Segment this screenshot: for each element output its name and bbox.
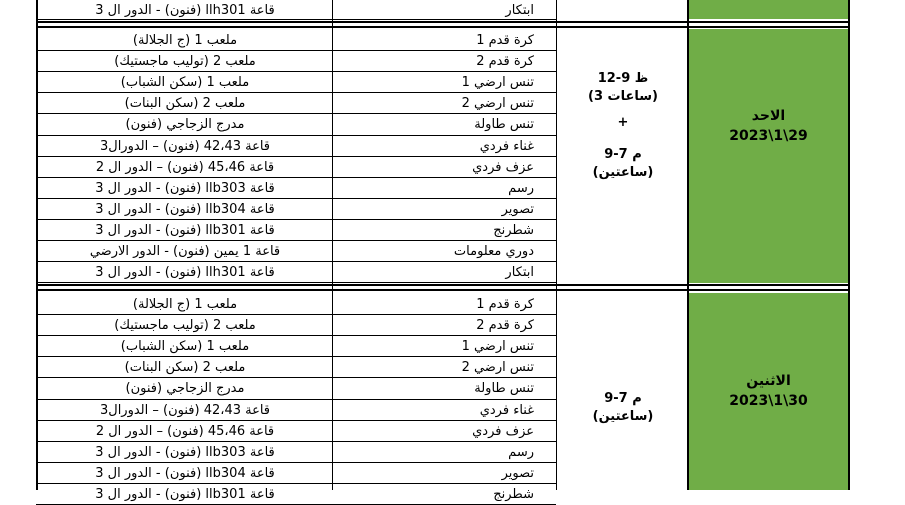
day-name: الاحد	[751, 108, 786, 124]
place-label: قاعة llh301 (فنون) - الدور ال 3	[95, 265, 275, 281]
place-cell: قاعة llh301 (فنون) - الدور ال 3	[95, 3, 275, 18]
activity-cell	[336, 484, 556, 505]
place-cell	[38, 294, 332, 315]
activity-cell	[336, 421, 556, 442]
activity-cell	[336, 294, 556, 315]
activity-cell	[336, 178, 556, 199]
activity-label: عزف فردي	[472, 159, 534, 175]
activity-label: تنس ارضي 2	[461, 96, 534, 112]
place-label: قاعة llb303 (فنون) - الدور ال 3	[95, 444, 275, 460]
activity-label: كرة قدم 1	[476, 297, 534, 312]
activity-label: شطرنج	[493, 222, 534, 238]
activity-cell	[336, 93, 556, 114]
place-cell	[38, 315, 332, 336]
place-label: قاعة 45،46 (فنون) – الدور ال 2	[95, 159, 275, 175]
place-cell	[38, 157, 332, 178]
time-line: +	[617, 115, 629, 130]
place-cell	[38, 72, 332, 93]
place-cell	[38, 262, 332, 283]
place-label: ملعب 2 (سكن البنات)	[124, 96, 246, 112]
place-cell	[38, 241, 332, 262]
activity-label: رسم	[508, 444, 534, 460]
place-label: ملعب 2 (سكن البنات)	[124, 360, 246, 376]
column-divider	[687, 0, 689, 490]
activity-label: تنس طاولة	[474, 381, 534, 397]
place-cell	[38, 136, 332, 157]
day-name: الاثنين	[746, 373, 791, 389]
activity-cell	[336, 357, 556, 378]
time-cell	[558, 390, 688, 426]
activity-cell	[336, 30, 556, 51]
place-cell	[38, 442, 332, 463]
place-label: قاعة llb301 (فنون) - الدور ال 3	[95, 486, 275, 502]
place-cell	[38, 93, 332, 114]
place-cell	[38, 114, 332, 135]
place-label: ملعب 1 (سكن الشباب)	[120, 75, 250, 91]
activity-label: تنس ارضي 1	[461, 339, 534, 355]
place-label: ملعب 2 (توليب ماجستيك)	[114, 54, 256, 70]
time-cell	[558, 70, 688, 182]
time-line: (3 ساعات)	[588, 89, 658, 104]
day-cell-bg	[689, 0, 848, 19]
activity-label: كرة قدم 1	[476, 33, 534, 48]
activity-cell	[336, 114, 556, 135]
activity-label: تصوير	[501, 201, 534, 217]
activity-label: عزف فردي	[472, 423, 534, 439]
activity-cell	[336, 72, 556, 93]
activity-label: تنس طاولة	[474, 117, 534, 133]
activity-label: كرة قدم 2	[476, 318, 534, 334]
place-label: قاعة 1 يمين (فنون) - الدور الارضي	[89, 244, 281, 259]
column-divider	[556, 0, 557, 490]
activity-cell	[336, 51, 556, 72]
activity-cell	[336, 378, 556, 399]
place-label: ملعب 1 (ج الجلالة)	[132, 33, 238, 48]
table-border	[848, 0, 850, 490]
activity-cell	[336, 336, 556, 357]
place-cell	[38, 30, 332, 51]
activity-label: كرة قدم 2	[476, 54, 534, 70]
column-divider	[332, 0, 333, 490]
place-cell	[38, 378, 332, 399]
time-line: 9-7 م	[604, 391, 642, 406]
place-label: قاعة llb303 (فنون) - الدور ال 3	[95, 180, 275, 196]
activity-label: تنس ارضي 1	[461, 75, 534, 91]
activity-label: غناء فردي	[479, 138, 534, 154]
time-line: 9-7 م	[604, 147, 642, 162]
activity-cell	[336, 136, 556, 157]
place-label: قاعة 45،46 (فنون) – الدور ال 2	[95, 423, 275, 439]
activity-cell	[336, 220, 556, 241]
place-label: قاعة 42،43 (فنون) – الدورال3	[99, 402, 271, 418]
place-cell	[38, 484, 332, 505]
activity-label: دوري معلومات	[453, 244, 534, 259]
row-divider	[36, 282, 556, 283]
table-border	[36, 0, 38, 490]
schedule-table	[36, 0, 850, 502]
place-label: قاعة llb304 (فنون) - الدور ال 3	[95, 201, 275, 217]
place-cell	[38, 336, 332, 357]
row-divider	[36, 19, 556, 20]
activity-cell: ابتكار	[505, 3, 534, 18]
activity-cell	[336, 315, 556, 336]
place-cell	[38, 51, 332, 72]
day-cell	[689, 371, 848, 411]
place-label: ملعب 1 (سكن الشباب)	[120, 339, 250, 355]
place-label: قاعة llb304 (فنون) - الدور ال 3	[95, 465, 275, 481]
activity-cell	[336, 241, 556, 262]
place-label: قاعة 42،43 (فنون) – الدورال3	[99, 138, 271, 154]
time-line: (ساعتين)	[592, 165, 654, 180]
place-cell	[38, 178, 332, 199]
day-date: 2023\1\30	[729, 393, 808, 409]
place-label: ملعب 2 (توليب ماجستيك)	[114, 318, 256, 334]
activity-cell	[336, 157, 556, 178]
activity-cell	[336, 199, 556, 220]
time-line: (ساعتين)	[592, 409, 654, 424]
place-label: ملعب 1 (ج الجلالة)	[132, 297, 238, 312]
activity-cell	[336, 463, 556, 484]
activity-label: ابتكار	[505, 265, 534, 281]
activity-label: غناء فردي	[479, 402, 534, 418]
place-label: مدرج الزجاجي (فنون)	[125, 117, 245, 133]
place-cell	[38, 199, 332, 220]
activity-label: شطرنج	[493, 486, 534, 502]
day-date: 2023\1\29	[729, 128, 808, 144]
place-cell	[38, 421, 332, 442]
place-cell	[38, 220, 332, 241]
place-cell	[38, 463, 332, 484]
activity-cell	[336, 442, 556, 463]
place-cell	[38, 400, 332, 421]
activity-cell	[336, 262, 556, 283]
activity-label: رسم	[508, 180, 534, 196]
place-label: مدرج الزجاجي (فنون)	[125, 381, 245, 397]
activity-label: تصوير	[501, 465, 534, 481]
section-separator	[36, 21, 850, 28]
activity-label: تنس ارضي 2	[461, 360, 534, 376]
day-cell	[689, 106, 848, 146]
place-cell	[38, 357, 332, 378]
day-cell-bg	[689, 29, 848, 283]
activity-cell	[336, 400, 556, 421]
time-line: 12-9 ظ	[597, 71, 649, 86]
place-label: قاعة llb301 (فنون) - الدور ال 3	[95, 222, 275, 238]
section-separator	[36, 284, 850, 291]
